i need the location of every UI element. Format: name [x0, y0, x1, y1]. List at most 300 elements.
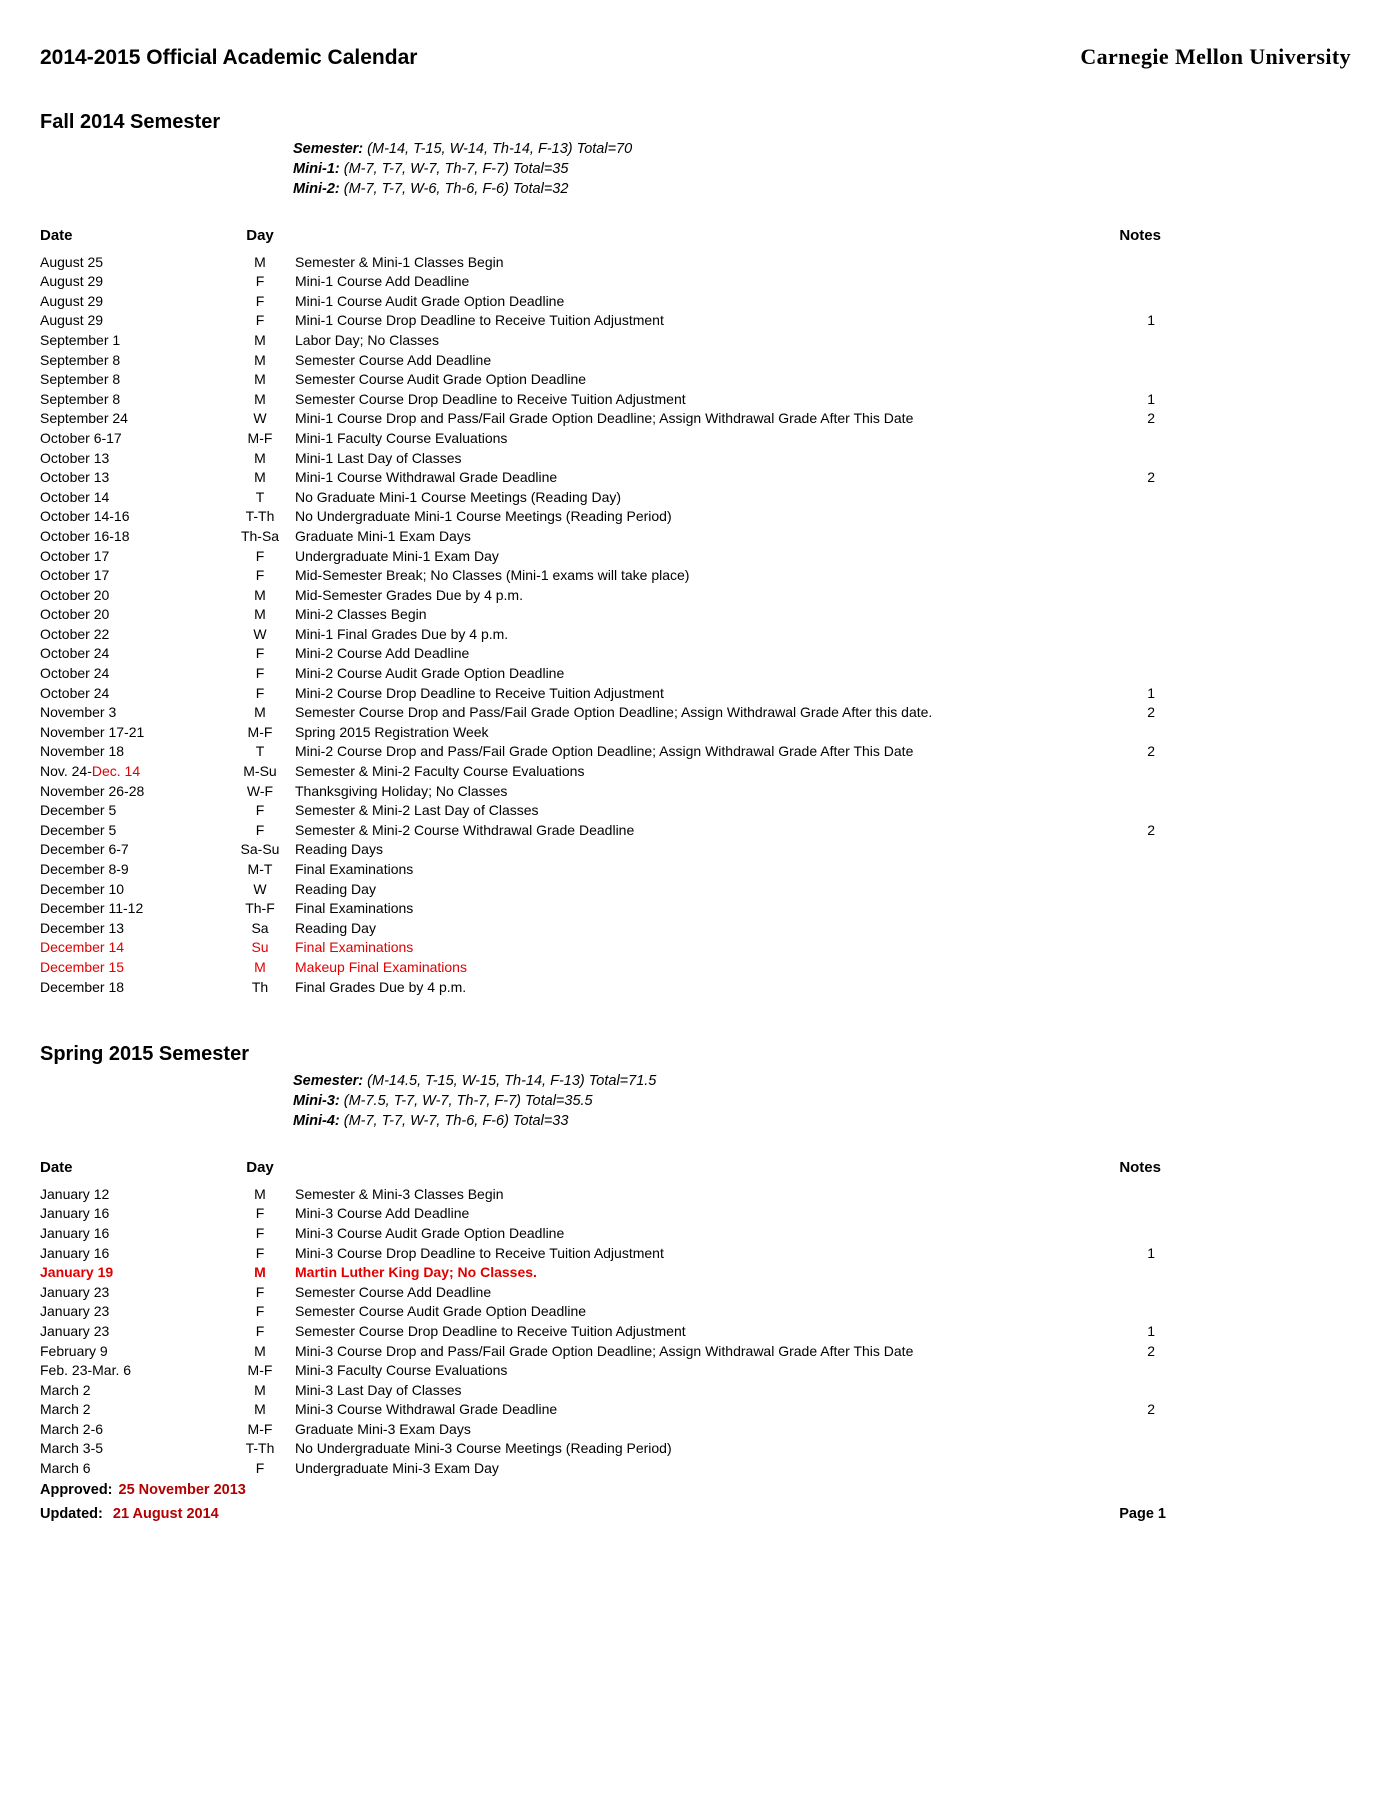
row-event: Semester Course Drop Deadline to Receive Tuition Adjustment: [295, 390, 686, 407]
semester-summary: [293, 139, 1351, 199]
summary-text: (M-7, T-7, W-7, Th-6, F-6) Total=33: [343, 1113, 569, 1130]
calendar-row: [40, 742, 1161, 762]
col-event: [295, 226, 1099, 246]
calendar-row: [40, 409, 1161, 429]
calendar-row: [40, 468, 1161, 488]
row-event: Mini-3 Faculty Course Evaluations: [295, 1362, 508, 1379]
row-date: January 16: [40, 1244, 110, 1261]
row-date: September 8: [40, 371, 121, 388]
summary-line: [293, 159, 1351, 179]
calendar-row: [40, 899, 1161, 919]
summary-text: (M-14.5, T-15, W-15, Th-14, F-13) Total=71.5: [367, 1073, 657, 1090]
row-day: Th-Sa: [240, 527, 280, 544]
row-note: [1099, 605, 1161, 625]
row-event: Mini-3 Course Drop and Pass/Fail Grade Option Deadline; Assign Withdrawal Grade After This Date: [295, 1342, 914, 1359]
row-note: [1099, 507, 1161, 527]
row-date: December 14: [40, 939, 125, 956]
row-note: [1099, 1302, 1161, 1322]
row-date: August 29: [40, 292, 104, 309]
row-event: Semester Course Add Deadline: [295, 351, 492, 368]
row-day: M: [254, 1401, 266, 1418]
row-note: [1099, 449, 1161, 469]
row-note: [1099, 840, 1161, 860]
calendar-row: [40, 1420, 1161, 1440]
row-event: Undergraduate Mini-1 Exam Day: [295, 547, 499, 564]
row-event: Spring 2015 Registration Week: [295, 723, 489, 740]
calendar-row: [40, 1400, 1161, 1420]
row-day: M: [254, 1381, 266, 1398]
row-day: W: [253, 625, 267, 642]
section-fall-2014: [40, 111, 1351, 997]
calendar-row: [40, 253, 1161, 273]
row-event: Reading Day: [295, 919, 376, 936]
summary-line: [293, 179, 1351, 199]
row-day: M: [254, 1264, 266, 1281]
row-date: October 20: [40, 606, 110, 623]
row-day: M: [254, 1185, 266, 1202]
row-date: August 29: [40, 273, 104, 290]
calendar-row: [40, 272, 1161, 292]
row-day: W-F: [246, 782, 274, 799]
approved-date: 25 November 2013: [118, 1482, 246, 1498]
row-event: No Graduate Mini-1 Course Meetings (Reading Day): [295, 488, 622, 505]
table-header: [40, 226, 1161, 246]
row-event: Mini-2 Course Audit Grade Option Deadline: [295, 665, 565, 682]
row-event: Makeup Final Examinations: [295, 958, 467, 975]
row-note: [1099, 978, 1161, 998]
row-event: Final Examinations: [295, 861, 414, 877]
row-day: M-F: [247, 723, 273, 740]
row-date: October 17: [40, 547, 110, 564]
row-note: [1099, 919, 1161, 939]
calendar-row: [40, 586, 1161, 606]
row-date: January 23: [40, 1303, 110, 1320]
row-note: [1099, 1420, 1161, 1440]
row-note: [1099, 253, 1161, 273]
row-day: F: [255, 273, 265, 290]
row-date: October 6-17: [40, 429, 122, 446]
row-day: Th-F: [245, 900, 275, 917]
row-note: [1099, 370, 1161, 390]
row-date: March 3-5: [40, 1440, 104, 1457]
row-event: No Undergraduate Mini-3 Course Meetings (Reading Period): [295, 1440, 672, 1457]
calendar-row: [40, 1204, 1161, 1224]
row-event: Labor Day; No Classes: [295, 331, 439, 348]
row-day: M: [254, 371, 266, 388]
summary-line: [293, 139, 1351, 159]
row-note: 1: [1147, 1322, 1155, 1339]
row-day: F: [255, 684, 265, 701]
calendar-row: [40, 978, 1161, 998]
row-day: W: [253, 880, 267, 897]
page-number: Page 1: [1119, 1506, 1166, 1522]
row-date: March 2-6: [40, 1420, 104, 1437]
page-title: 2014-2015 Official Academic Calendar: [40, 46, 418, 69]
row-note: [1099, 429, 1161, 449]
row-note: 1: [1147, 1244, 1155, 1261]
row-event: Mini-1 Course Withdrawal Grade Deadline: [295, 469, 558, 486]
row-date: December 10: [40, 880, 125, 897]
table-body: [40, 253, 1161, 998]
row-event: No Undergraduate Mini-1 Course Meetings (Reading Period): [295, 508, 672, 525]
row-date: August 25: [40, 253, 104, 270]
row-date: Feb. 23-Mar. 6: [40, 1362, 132, 1379]
row-date: October 13: [40, 449, 110, 466]
row-day: M: [254, 390, 266, 407]
row-day: F: [255, 292, 265, 309]
row-event: Undergraduate Mini-3 Exam Day: [295, 1460, 499, 1477]
row-date: November 18: [40, 743, 125, 760]
row-event: Mini-2 Course Drop Deadline to Receive Tuition Adjustment: [295, 684, 664, 701]
row-day: F: [255, 645, 265, 662]
calendar-row: [40, 1342, 1161, 1362]
row-note: [1099, 547, 1161, 567]
row-date: January 23: [40, 1322, 110, 1339]
row-date: December 5: [40, 821, 117, 838]
row-date: January 12: [40, 1185, 110, 1202]
calendar-row: [40, 1224, 1161, 1244]
row-event: Semester Course Drop and Pass/Fail Grade Option Deadline; Assign Withdrawal Grade After this date.: [295, 704, 933, 721]
row-day: F: [255, 1460, 265, 1477]
summary-text: (M-14, T-15, W-14, Th-14, F-13) Total=70: [367, 141, 633, 157]
row-note: [1099, 488, 1161, 508]
row-note: 1: [1147, 312, 1155, 329]
row-date: December 11-12: [40, 900, 144, 917]
row-note: [1099, 625, 1161, 645]
calendar-table: [40, 1158, 1161, 1479]
calendar-row: [40, 919, 1161, 939]
row-day: M: [254, 586, 266, 603]
row-day: M: [254, 958, 266, 975]
col-date: Date: [40, 1159, 73, 1177]
summary-label: Mini-3:: [293, 1093, 340, 1110]
row-event: Martin Luther King Day; No Classes.: [295, 1264, 537, 1281]
row-note: [1099, 1185, 1161, 1205]
calendar-row: [40, 507, 1161, 527]
calendar-row: [40, 1381, 1161, 1401]
row-note: [1099, 1459, 1161, 1479]
row-date: October 14: [40, 488, 110, 505]
row-note: [1099, 1283, 1161, 1303]
calendar-row: [40, 1283, 1161, 1303]
row-date: September 24: [40, 410, 128, 427]
row-day: T-Th: [245, 508, 275, 525]
row-date: November 26-28: [40, 782, 145, 799]
row-date: October 17: [40, 567, 110, 584]
summary-label: Semester:: [293, 1073, 364, 1090]
row-note: [1099, 1224, 1161, 1244]
row-date: December 18: [40, 978, 125, 995]
row-event: Semester Course Drop Deadline to Receive Tuition Adjustment: [295, 1322, 686, 1339]
calendar-row: [40, 390, 1161, 410]
section-spring-2015: [40, 1043, 1351, 1479]
row-note: [1099, 331, 1161, 351]
row-note: 2: [1147, 743, 1155, 760]
row-day: T-Th: [245, 1440, 275, 1457]
row-day: M: [254, 1342, 266, 1359]
approved-label: Approved:: [40, 1482, 113, 1498]
row-note: [1099, 801, 1161, 821]
col-date: Date: [40, 227, 73, 244]
university-wordmark: Carnegie Mellon University: [1080, 44, 1351, 69]
row-day: M: [254, 704, 266, 721]
row-event: Mid-Semester Break; No Classes (Mini-1 exams will take place): [295, 567, 690, 584]
calendar-row: [40, 429, 1161, 449]
row-day: F: [255, 1244, 265, 1261]
row-date: January 19: [40, 1264, 114, 1281]
row-date: Nov. 24-Dec. 14: [40, 763, 141, 780]
calendar-row: [40, 1302, 1161, 1322]
calendar-row: [40, 664, 1161, 684]
row-day: F: [255, 312, 265, 329]
row-note: [1099, 664, 1161, 684]
page-footer: [40, 1478, 1166, 1526]
calendar-row: [40, 958, 1161, 978]
row-date: March 2: [40, 1381, 91, 1398]
calendar-row: [40, 292, 1161, 312]
row-event: Reading Days: [295, 841, 383, 858]
row-day: T: [255, 488, 265, 505]
col-notes: Notes: [1119, 1159, 1161, 1177]
row-day: F: [255, 1322, 265, 1339]
section-heading: Spring 2015 Semester: [40, 1043, 249, 1066]
calendar-row: [40, 801, 1161, 821]
summary-label: Mini-1:: [293, 161, 340, 177]
summary-label: Mini-2:: [293, 181, 340, 197]
calendar-row: [40, 1263, 1161, 1283]
row-note: [1099, 1204, 1161, 1224]
semester-summary: [293, 1071, 1351, 1131]
calendar-row: [40, 605, 1161, 625]
row-day: F: [255, 567, 265, 584]
row-event: Semester & Mini-2 Course Withdrawal Grade Deadline: [295, 821, 635, 838]
row-event: Mini-1 Final Grades Due by 4 p.m.: [295, 625, 509, 642]
row-date: December 6-7: [40, 841, 129, 858]
row-note: 2: [1147, 1401, 1155, 1418]
row-note: 2: [1147, 1342, 1155, 1359]
calendar-row: [40, 860, 1161, 880]
summary-line: [293, 1111, 1351, 1131]
row-day: F: [255, 802, 265, 819]
calendar-row: [40, 547, 1161, 567]
row-day: M-F: [247, 1420, 273, 1437]
summary-text: (M-7.5, T-7, W-7, Th-7, F-7) Total=35.5: [343, 1093, 593, 1110]
row-day: F: [255, 1283, 265, 1300]
row-day: M: [254, 351, 266, 368]
summary-text: (M-7, T-7, W-6, Th-6, F-6) Total=32: [343, 181, 569, 197]
row-event: Mini-3 Course Add Deadline: [295, 1205, 470, 1222]
row-day: Sa: [251, 919, 269, 936]
table-body: [40, 1185, 1161, 1479]
row-note: 2: [1147, 410, 1155, 427]
table-header: [40, 1158, 1161, 1178]
row-event: Graduate Mini-1 Exam Days: [295, 527, 471, 544]
row-date: November 3: [40, 704, 117, 721]
page-header: [40, 44, 1351, 70]
calendar-row: [40, 1322, 1161, 1342]
row-date: September 1: [40, 331, 121, 348]
row-note: [1099, 1381, 1161, 1401]
row-day: Su: [251, 939, 269, 956]
row-day: M: [254, 449, 266, 466]
row-date: January 16: [40, 1205, 110, 1222]
row-event: Mini-3 Course Drop Deadline to Receive Tuition Adjustment: [295, 1244, 664, 1261]
row-date: October 13: [40, 469, 110, 486]
row-event: Mini-1 Course Drop Deadline to Receive Tuition Adjustment: [295, 312, 664, 329]
row-event: Mini-3 Course Withdrawal Grade Deadline: [295, 1401, 558, 1418]
calendar-table: [40, 226, 1161, 997]
row-date: February 9: [40, 1342, 108, 1359]
row-event: Semester Course Audit Grade Option Deadline: [295, 371, 587, 388]
row-day: T: [255, 743, 265, 760]
calendar-row: [40, 351, 1161, 371]
row-note: [1099, 527, 1161, 547]
summary-label: Semester:: [293, 141, 364, 157]
row-event: Mini-2 Course Drop and Pass/Fail Grade Option Deadline; Assign Withdrawal Grade After This Date: [295, 743, 914, 760]
row-day: M-Su: [243, 763, 277, 780]
row-event: Semester Course Add Deadline: [295, 1283, 492, 1300]
row-event: Semester Course Audit Grade Option Deadline: [295, 1303, 587, 1320]
calendar-row: [40, 1244, 1161, 1264]
row-date: March 6: [40, 1460, 91, 1477]
row-event: Semester & Mini-2 Last Day of Classes: [295, 802, 539, 819]
updated-label: Updated:: [40, 1506, 103, 1522]
row-event: Mini-1 Course Add Deadline: [295, 273, 470, 290]
row-event: Mini-1 Last Day of Classes: [295, 449, 462, 466]
row-note: [1099, 586, 1161, 606]
calendar-row: [40, 527, 1161, 547]
col-day: Day: [246, 227, 274, 244]
row-day: Sa-Su: [240, 841, 280, 858]
row-day: M: [254, 606, 266, 623]
calendar-row: [40, 880, 1161, 900]
col-day: Day: [246, 1159, 274, 1177]
row-date: November 17-21: [40, 723, 145, 740]
calendar-row: [40, 1185, 1161, 1205]
row-date: January 23: [40, 1283, 110, 1300]
calendar-row: [40, 625, 1161, 645]
row-event: Mini-2 Course Add Deadline: [295, 645, 470, 662]
row-day: M-F: [247, 1362, 273, 1379]
row-note: [1099, 880, 1161, 900]
calendar-row: [40, 840, 1161, 860]
row-note: [1099, 272, 1161, 292]
row-day: F: [255, 665, 265, 682]
row-date: October 20: [40, 586, 110, 603]
row-event: Final Examinations: [295, 939, 414, 956]
calendar-row: [40, 703, 1161, 723]
row-day: M: [254, 469, 266, 486]
row-note: [1099, 644, 1161, 664]
row-day: F: [255, 821, 265, 838]
row-date: October 24: [40, 684, 110, 701]
summary-line: [293, 1071, 1351, 1091]
approved-line: [40, 1478, 1166, 1502]
row-note: [1099, 1361, 1161, 1381]
row-event: Final Grades Due by 4 p.m.: [295, 978, 467, 995]
row-event: Graduate Mini-3 Exam Days: [295, 1420, 471, 1437]
row-date: October 24: [40, 645, 110, 662]
row-note: [1099, 762, 1161, 782]
row-note: [1099, 860, 1161, 880]
row-day: F: [255, 547, 265, 564]
calendar-row: [40, 821, 1161, 841]
row-note: [1099, 351, 1161, 371]
calendar-row: [40, 762, 1161, 782]
col-event: [295, 1158, 1099, 1178]
row-event: Mid-Semester Grades Due by 4 p.m.: [295, 586, 523, 603]
row-event: Mini-1 Faculty Course Evaluations: [295, 429, 508, 446]
calendar-row: [40, 1361, 1161, 1381]
calendar-row: [40, 938, 1161, 958]
row-note: [1099, 292, 1161, 312]
row-date: August 29: [40, 312, 104, 329]
col-notes: Notes: [1119, 227, 1161, 244]
row-date: October 22: [40, 625, 110, 642]
row-event: Mini-1 Course Drop and Pass/Fail Grade Option Deadline; Assign Withdrawal Grade After This Date: [295, 410, 914, 427]
summary-line: [293, 1091, 1351, 1111]
row-date: September 8: [40, 390, 121, 407]
row-note: [1099, 723, 1161, 743]
row-date: October 24: [40, 665, 110, 682]
calendar-row: [40, 723, 1161, 743]
updated-date: 21 August 2014: [112, 1506, 219, 1522]
row-event: Semester & Mini-3 Classes Begin: [295, 1185, 504, 1202]
calendar-row: [40, 684, 1161, 704]
row-day: F: [255, 1224, 265, 1241]
row-note: 1: [1147, 684, 1155, 701]
row-note: [1099, 782, 1161, 802]
row-note: 1: [1147, 390, 1155, 407]
calendar-row: [40, 370, 1161, 390]
row-date: December 13: [40, 919, 125, 936]
row-date: December 5: [40, 802, 117, 819]
updated-line: [40, 1502, 1166, 1526]
calendar-row: [40, 644, 1161, 664]
section-heading: Fall 2014 Semester: [40, 111, 221, 133]
row-note: 2: [1147, 821, 1155, 838]
calendar-row: [40, 1439, 1161, 1459]
row-day: M: [254, 331, 266, 348]
row-event: Thanksgiving Holiday; No Classes: [295, 782, 508, 799]
row-date: October 14-16: [40, 508, 130, 525]
row-day: M: [254, 253, 266, 270]
row-note: 2: [1147, 704, 1155, 721]
row-date: September 8: [40, 351, 121, 368]
row-day: F: [255, 1303, 265, 1320]
calendar-row: [40, 449, 1161, 469]
row-note: [1099, 958, 1161, 978]
row-date: December 8-9: [40, 861, 129, 877]
row-day: F: [255, 1205, 265, 1222]
row-event: Final Examinations: [295, 900, 414, 917]
row-date: December 15: [40, 958, 125, 975]
summary-label: Mini-4:: [293, 1113, 340, 1130]
row-day: M-T: [247, 861, 273, 877]
row-day: Th: [251, 978, 269, 995]
row-day: M-F: [247, 429, 273, 446]
row-note: [1099, 899, 1161, 919]
row-event: Mini-1 Course Audit Grade Option Deadline: [295, 292, 565, 309]
summary-text: (M-7, T-7, W-7, Th-7, F-7) Total=35: [343, 161, 569, 177]
row-date: October 16-18: [40, 527, 130, 544]
row-event: Mini-3 Course Audit Grade Option Deadline: [295, 1224, 565, 1241]
calendar-row: [40, 311, 1161, 331]
row-day: W: [253, 410, 267, 427]
row-note: [1099, 1263, 1161, 1283]
row-date: January 16: [40, 1224, 110, 1241]
calendar-row: [40, 331, 1161, 351]
